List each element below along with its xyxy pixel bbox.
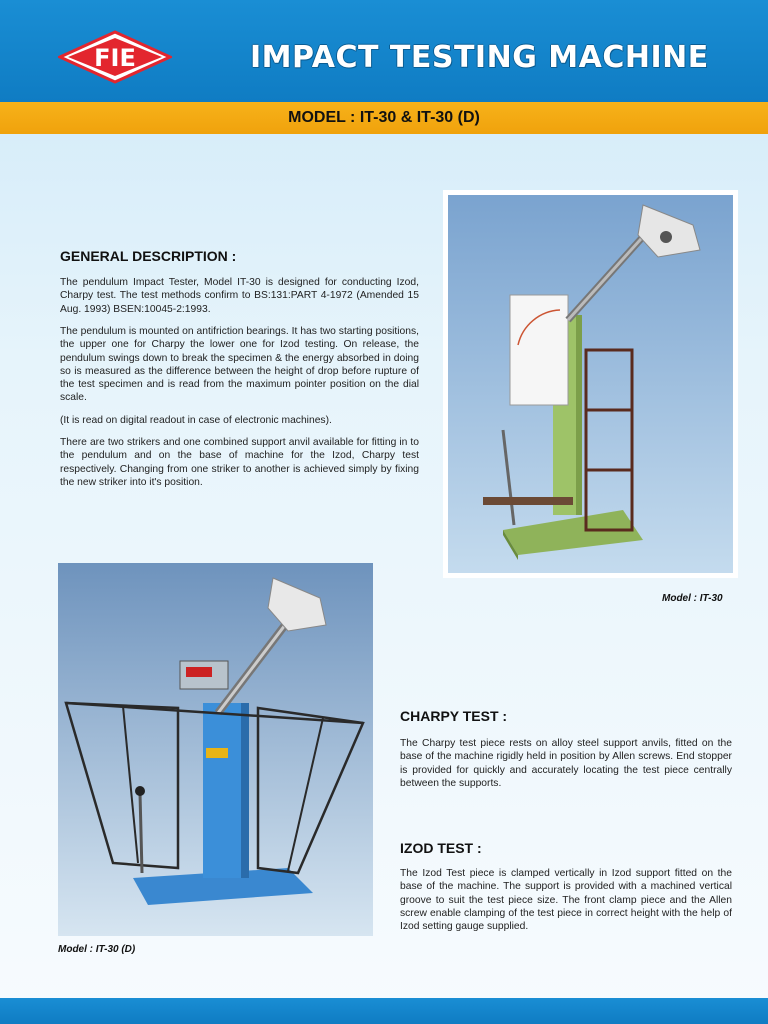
model-label: MODEL : IT-30 & IT-30 (D)	[288, 109, 480, 126]
general-description-heading: GENERAL DESCRIPTION :	[60, 248, 237, 264]
caption-it-30-d: Model : IT-30 (D)	[58, 944, 136, 955]
general-paragraph-3: (It is read on digital readout in case of electronic machines).	[60, 415, 332, 426]
charpy-paragraph: The Charpy test piece rests on alloy steel support anvils, fitted on the base of the machine rigidly held in position by Allen screws. End stopper is provided for quickly and accurately locating the test piece centrally between the supports.	[400, 738, 732, 789]
izod-paragraph: The Izod Test piece is clamped vertically in Izod support fitted on the base of the machine. The support is provided with a machined vertical groove to suit the test piece size. The front clamp piece and the Allen screw enable clamping of the test piece in correct height with the help of Izod setting gauge supplied.	[400, 868, 732, 933]
footer-bar	[0, 998, 768, 1024]
caption-it-30: Model : IT-30	[662, 593, 723, 604]
general-paragraph-4: There are two strikers and one combined support anvil available for fitting in to the pendulum and on the base of machine for the Izod, Charpy test respectively. Changing from one striker to another is achieved simply by fixing the new striker into it's position.	[60, 437, 419, 488]
general-paragraph-2: The pendulum is mounted on antifriction bearings. It has two starting positions, the upper one for Charpy the lower one for Izod testing. On release, the pendulum swings down to break the specimen & the energy absorbed in doing so is measured as the difference between the height of drop before rupture of the test specimen and is read from the maximum pointer position on the dial scale.	[60, 326, 419, 404]
machine-it30-illustration	[448, 195, 733, 573]
machine-it30d-illustration	[58, 563, 373, 936]
model-bar	[0, 102, 768, 134]
photo-it-30-d	[58, 563, 373, 936]
photo-it-30	[443, 190, 738, 578]
header-bar	[0, 0, 768, 102]
charpy-heading: CHARPY TEST :	[400, 708, 508, 724]
logo-text: FIE	[94, 44, 136, 72]
izod-heading: IZOD TEST :	[400, 840, 482, 856]
page-title: IMPACT TESTING MACHINE	[250, 40, 709, 75]
general-paragraph-1: The pendulum Impact Tester, Model IT-30 is designed for conducting Izod, Charpy test. The test methods confirm to BS:131:PART 4-1972 (Amended 15 Aug. 1993) BSEN:10045-2:1993.	[60, 277, 419, 315]
fie-logo	[58, 30, 172, 84]
